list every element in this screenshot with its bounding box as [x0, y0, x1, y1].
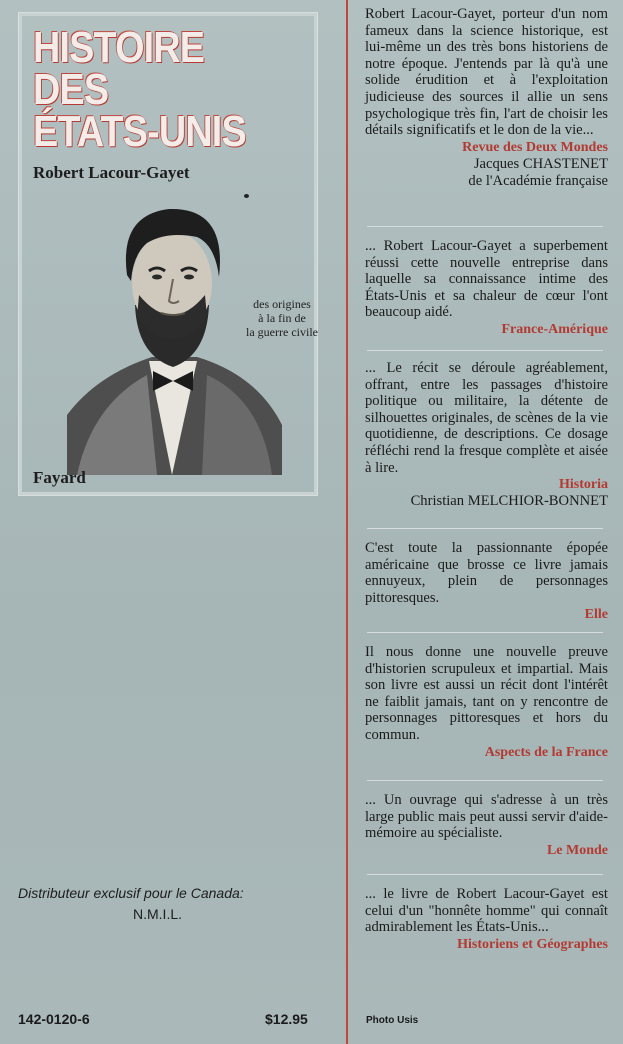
- photo-credit: Photo Usis: [366, 1015, 419, 1026]
- review-4: [365, 540, 608, 623]
- review-2: [365, 238, 608, 338]
- review-separator: [367, 874, 603, 875]
- review-source: Revue des Deux Mondes: [462, 139, 608, 155]
- distributor-name: N.M.I.L.: [133, 906, 183, 922]
- cover-author: Robert Lacour-Gayet: [33, 163, 190, 182]
- review-source: Aspects de la France: [484, 744, 608, 760]
- cover-publisher: Fayard: [33, 468, 86, 487]
- review-source: Historia: [559, 477, 608, 493]
- vertical-red-rule: [346, 0, 348, 1044]
- review-1: [365, 6, 608, 190]
- review-text: Il nous donne une nouvelle preuve d'historien scrupuleux et impartial. Mais son livre est aussi un récit dont l'intérêt ne faiblit jamais, tant on y rencontre de personnages pittoresques et hors du commun.: [365, 644, 608, 743]
- price-label: $12.95: [265, 1011, 308, 1027]
- review-3: [365, 360, 608, 510]
- review-separator: [367, 780, 603, 781]
- review-5: [365, 644, 608, 761]
- review-text: ... Le récit se déroule agréablement, offrant, entre les passages d'histoire politique ou militaire, la détente de silhouettes originales, de scènes de la vie quotidienne, de descriptions. Ce dosage réfléchi rend la fresque complète et aisée à lire.: [365, 360, 608, 476]
- review-separator: [367, 632, 603, 633]
- review-separator: [367, 226, 603, 227]
- review-text: ... le livre de Robert Lacour-Gayet est celui d'un "honnête homme" qui connaît admirablement les États-Unis...: [365, 886, 608, 936]
- review-6: [365, 792, 608, 859]
- review-7: [365, 886, 608, 953]
- distributor-label: Distributeur exclusif pour le Canada:: [18, 885, 244, 901]
- review-author-affiliation: de l'Académie française: [468, 172, 608, 189]
- cover-title: HISTOIRE DES ÉTATS-UNIS: [33, 23, 246, 156]
- review-text: ... Un ouvrage qui s'adresse à un très large public mais peut aussi servir d'aide-mémoire au spécialiste.: [365, 792, 608, 842]
- review-text: ... Robert Lacour-Gayet a superbement réussi cette nouvelle entreprise dans laquelle sa connaissance intime des États-Unis et sa chaleur de cœur l'ont beaucoup aidé.: [365, 238, 608, 321]
- review-separator: [367, 528, 603, 529]
- review-author: Christian MELCHIOR-BONNET: [410, 493, 608, 510]
- isbn-code: 142-0120-6: [18, 1011, 90, 1027]
- review-text: C'est toute la passionnante épopée américaine que brosse ce livre jamais ennuyeux, plein de personnages pittoresques.: [365, 540, 608, 606]
- ink-speck: [244, 194, 249, 198]
- review-author: Jacques CHASTENET: [473, 155, 608, 172]
- review-source: France-Amérique: [501, 321, 608, 337]
- review-source: Elle: [584, 607, 608, 623]
- review-source: Le Monde: [546, 842, 608, 858]
- cover-thumbnail: [18, 12, 318, 496]
- review-source: Historiens et Géographes: [457, 936, 608, 952]
- review-text: Robert Lacour-Gayet, porteur d'un nom fameux dans la science historique, est lui-même un des très bons historiens de notre époque. J'entends par là qu'à une solide érudition et à l'exploitation judicieuse des sources il allie un sens psychologique très fin, l'art de choisir les détails significatifs et le don de la vie...: [365, 6, 608, 139]
- cover-subtitle: des origines à la fin de la guerre civile: [246, 297, 318, 339]
- review-separator: [367, 350, 603, 351]
